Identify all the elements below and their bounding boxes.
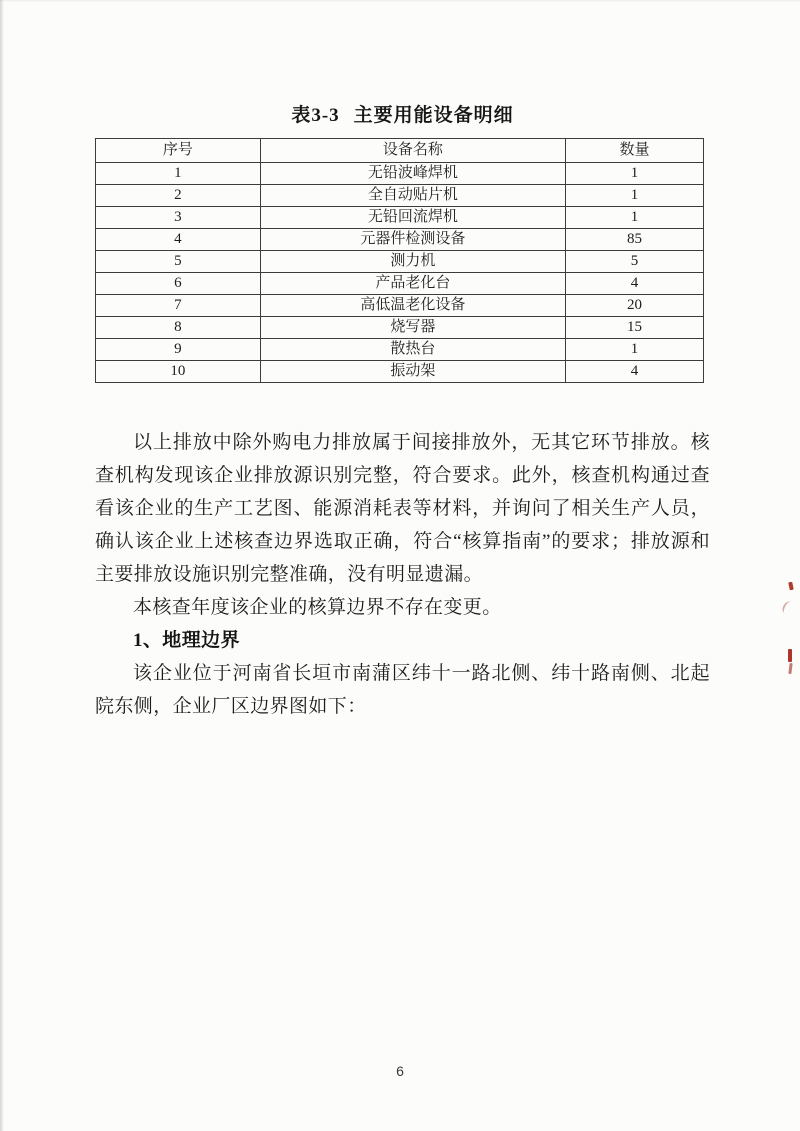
red-ink-mark xyxy=(788,663,792,674)
body-text xyxy=(95,426,710,723)
red-ink-mark xyxy=(788,582,794,591)
table-row xyxy=(96,251,704,273)
page-content xyxy=(95,0,710,723)
cell-serial: 10 xyxy=(96,361,261,383)
heading-geographic-boundary: 1、地理边界 xyxy=(133,630,240,651)
cell-serial: 5 xyxy=(96,251,261,273)
paragraph-emission-sources: 以上排放中除外购电力排放属于间接排放外，无其它环节排放。核查机构发现该企业排放源识别完整，符合要求。此外，核查机构通过查看该企业的生产工艺图、能源消耗表等材料，并询问了相关生产人员，确认该企业上述核查边界选取正确，符合“核算指南”的要求；排放源和主要排放设施识别完整准确，没有明显遗漏。 xyxy=(95,432,710,585)
table-row xyxy=(96,207,704,229)
page-number: 6 xyxy=(396,1063,404,1079)
cell-quantity: 15 xyxy=(565,317,703,339)
cell-name: 产品老化台 xyxy=(260,273,565,295)
cell-quantity: 4 xyxy=(565,273,703,295)
table-row xyxy=(96,185,704,207)
cell-name: 元器件检测设备 xyxy=(260,229,565,251)
cell-quantity: 1 xyxy=(565,163,703,185)
cell-serial: 8 xyxy=(96,317,261,339)
cell-serial: 9 xyxy=(96,339,261,361)
cell-name: 散热台 xyxy=(260,339,565,361)
table-row xyxy=(96,273,704,295)
red-ink-mark-faint xyxy=(781,600,795,616)
cell-serial: 2 xyxy=(96,185,261,207)
cell-quantity: 1 xyxy=(565,207,703,229)
equipment-table xyxy=(95,138,704,383)
scan-edge-shadow-left xyxy=(0,0,4,1131)
table-caption xyxy=(95,100,710,127)
cell-name: 全自动贴片机 xyxy=(260,185,565,207)
paragraph-company-location: 该企业位于河南省长垣市南蒲区纬十一路北侧、纬十路南侧、北起院东侧，企业厂区边界图如下： xyxy=(95,663,710,717)
cell-name: 烧写器 xyxy=(260,317,565,339)
table-row xyxy=(96,229,704,251)
paragraph-boundary-change: 本核查年度该企业的核算边界不存在变更。 xyxy=(133,597,502,618)
cell-serial: 6 xyxy=(96,273,261,295)
cell-name: 振动架 xyxy=(260,361,565,383)
cell-name: 测力机 xyxy=(260,251,565,273)
cell-quantity: 4 xyxy=(565,361,703,383)
table-row xyxy=(96,317,704,339)
cell-serial: 1 xyxy=(96,163,261,185)
cell-quantity: 1 xyxy=(565,185,703,207)
table-row xyxy=(96,361,704,383)
cell-name: 无铅波峰焊机 xyxy=(260,163,565,185)
cell-quantity: 20 xyxy=(565,295,703,317)
cell-quantity: 85 xyxy=(565,229,703,251)
cell-serial: 3 xyxy=(96,207,261,229)
cell-quantity: 5 xyxy=(565,251,703,273)
cell-name: 无铅回流焊机 xyxy=(260,207,565,229)
table-row xyxy=(96,163,704,185)
cell-name: 高低温老化设备 xyxy=(260,295,565,317)
table-caption-title: 主要用能设备明细 xyxy=(353,105,514,126)
table-caption-label: 表3-3 xyxy=(291,105,340,126)
cell-serial: 7 xyxy=(96,295,261,317)
column-header-serial: 序号 xyxy=(96,139,261,163)
column-header-quantity: 数量 xyxy=(565,139,703,163)
red-ink-mark xyxy=(788,649,792,662)
cell-serial: 4 xyxy=(96,229,261,251)
table-row xyxy=(96,295,704,317)
cell-quantity: 1 xyxy=(565,339,703,361)
table-row xyxy=(96,339,704,361)
table-header-row xyxy=(96,139,704,163)
column-header-name: 设备名称 xyxy=(260,139,565,163)
